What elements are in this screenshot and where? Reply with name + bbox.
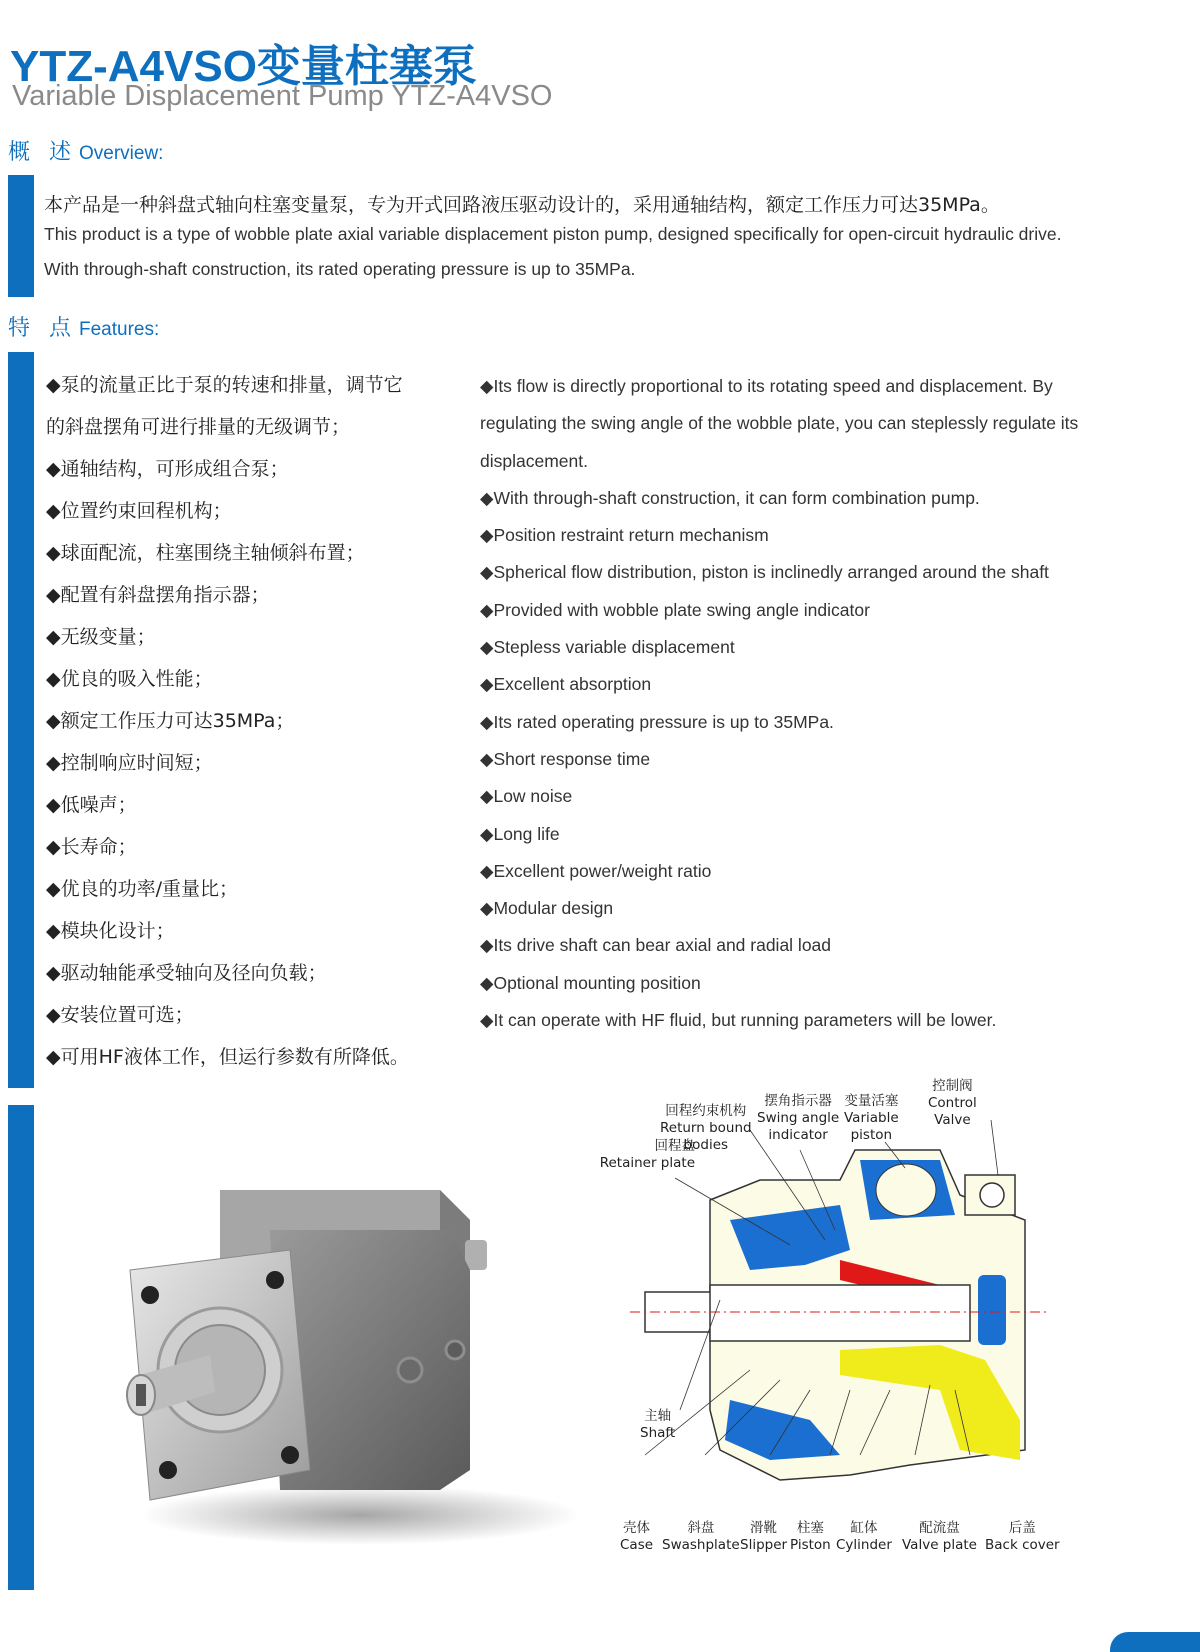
feature-line-en: ◆Modular design	[480, 898, 614, 919]
label-return-bound-bodies: 回程约束机构 Return bound bodies	[660, 1103, 752, 1153]
feature-line-cn: ◆可用HF液体工作，但运行参数有所降低。	[46, 1046, 409, 1068]
features-list-cn	[46, 370, 456, 1084]
label-shaft: 主轴 Shaft	[640, 1408, 676, 1441]
feature-line-en: ◆Long life	[480, 823, 560, 844]
feature-line-en: ◆It can operate with HF fluid, but running parameters will be lower.	[480, 1010, 997, 1031]
overview-heading-en: Overview:	[79, 143, 164, 164]
label-valve-plate: 配流盘 Valve plate	[902, 1520, 977, 1553]
overview-text-en-1: This product is a type of wobble plate axial variable displacement piston pump, designed specifically for open-circuit hydraulic drive.	[44, 224, 1062, 244]
feature-line-cn: 的斜盘摆角可进行排量的无级调节；	[46, 416, 351, 438]
feature-line-cn: ◆泵的流量正比于泵的转速和排量，调节它	[46, 374, 403, 396]
feature-line-cn: ◆通轴结构，可形成组合泵；	[46, 458, 289, 480]
feature-line-en: ◆Excellent absorption	[480, 674, 652, 695]
pump-product-photo	[110, 1170, 580, 1550]
features-accent-bar	[8, 352, 34, 1088]
overview-heading-cn: 概 述	[8, 140, 77, 165]
label-swing-angle-indicator: 摆角指示器 Swing angle indicator	[757, 1093, 840, 1143]
feature-line-en: ◆Its drive shaft can bear axial and radial load	[480, 935, 832, 956]
feature-line-en: ◆With through-shaft construction, it can form combination pump.	[480, 487, 980, 508]
feature-line-cn: ◆位置约束回程机构；	[46, 500, 232, 522]
feature-line-cn: ◆长寿命；	[46, 836, 137, 858]
overview-text-cn: 本产品是一种斜盘式轴向柱塞变量泵，专为开式回路液压驱动设计的，采用通轴结构，额定工作压力可达35MPa。	[44, 194, 1000, 216]
features-heading	[8, 311, 159, 342]
page-subtitle: Variable Displacement Pump YTZ-A4VSO	[12, 80, 553, 112]
label-back-cover: 后盖 Back cover	[985, 1520, 1060, 1553]
feature-line-en: ◆Provided with wobble plate swing angle indicator	[480, 599, 870, 620]
feature-line-cn: ◆额定工作压力可达35MPa；	[46, 710, 295, 732]
features-heading-en: Features:	[79, 319, 160, 340]
label-slipper: 滑靴 Slipper	[740, 1520, 788, 1553]
page-title: YTZ-A4VSO变量柱塞泵	[10, 42, 477, 91]
feature-line-en: ◆Position restraint return mechanism	[480, 525, 769, 546]
feature-line-cn: ◆驱动轴能承受轴向及径向负载；	[46, 962, 327, 984]
feature-line-en: ◆Low noise	[480, 786, 573, 807]
image-accent-bar	[8, 1105, 34, 1590]
overview-accent-bar	[8, 175, 34, 297]
label-case: 壳体 Case	[620, 1520, 654, 1553]
feature-line-cn: ◆优良的功率/重量比；	[46, 878, 239, 900]
feature-line-cn: ◆优良的吸入性能；	[46, 668, 213, 690]
feature-line-en: ◆Excellent power/weight ratio	[480, 860, 712, 881]
features-list-en	[480, 374, 1160, 1045]
label-variable-piston: 变量活塞 Variable piston	[844, 1093, 899, 1143]
pump-cross-section-diagram	[599, 1078, 1110, 1560]
feature-line-en: regulating the swing angle of the wobble plate, you can steplessly regulate its	[480, 413, 1079, 434]
feature-line-cn: ◆球面配流，柱塞围绕主轴倾斜布置；	[46, 542, 365, 564]
feature-line-cn: ◆控制响应时间短；	[46, 752, 213, 774]
features-heading-cn: 特 点	[8, 316, 77, 341]
label-retainer-plate: 回程盘 Retainer plate	[599, 1138, 695, 1171]
feature-line-en: ◆Stepless variable displacement	[480, 637, 735, 658]
label-control-valve: 控制阀 Control Valve	[928, 1078, 977, 1128]
feature-line-en: ◆Short response time	[480, 748, 651, 769]
overview-text-en-2: With through-shaft construction, its rated operating pressure is up to 35MPa.	[44, 259, 636, 279]
feature-line-cn: ◆低噪声；	[46, 794, 137, 816]
label-piston: 柱塞 Piston	[790, 1520, 831, 1553]
feature-line-en: displacement.	[480, 450, 588, 471]
page-number-tab	[1110, 1632, 1200, 1652]
feature-line-cn: ◆模块化设计；	[46, 920, 175, 942]
feature-line-en: ◆Its rated operating pressure is up to 35MPa.	[480, 711, 834, 732]
feature-line-cn: ◆安装位置可选；	[46, 1004, 194, 1026]
feature-line-en: ◆Its flow is directly proportional to its rotating speed and displacement. By	[480, 376, 1053, 396]
feature-line-cn: ◆配置有斜盘摆角指示器；	[46, 584, 270, 606]
label-cylinder: 缸体 Cylinder	[836, 1520, 892, 1553]
overview-heading	[8, 135, 163, 166]
label-swashplate: 斜盘 Swashplate	[662, 1520, 740, 1553]
feature-line-en: ◆Spherical flow distribution, piston is inclinedly arranged around the shaft	[480, 562, 1049, 583]
feature-line-en: ◆Optional mounting position	[480, 972, 701, 993]
feature-line-cn: ◆无级变量；	[46, 626, 156, 648]
